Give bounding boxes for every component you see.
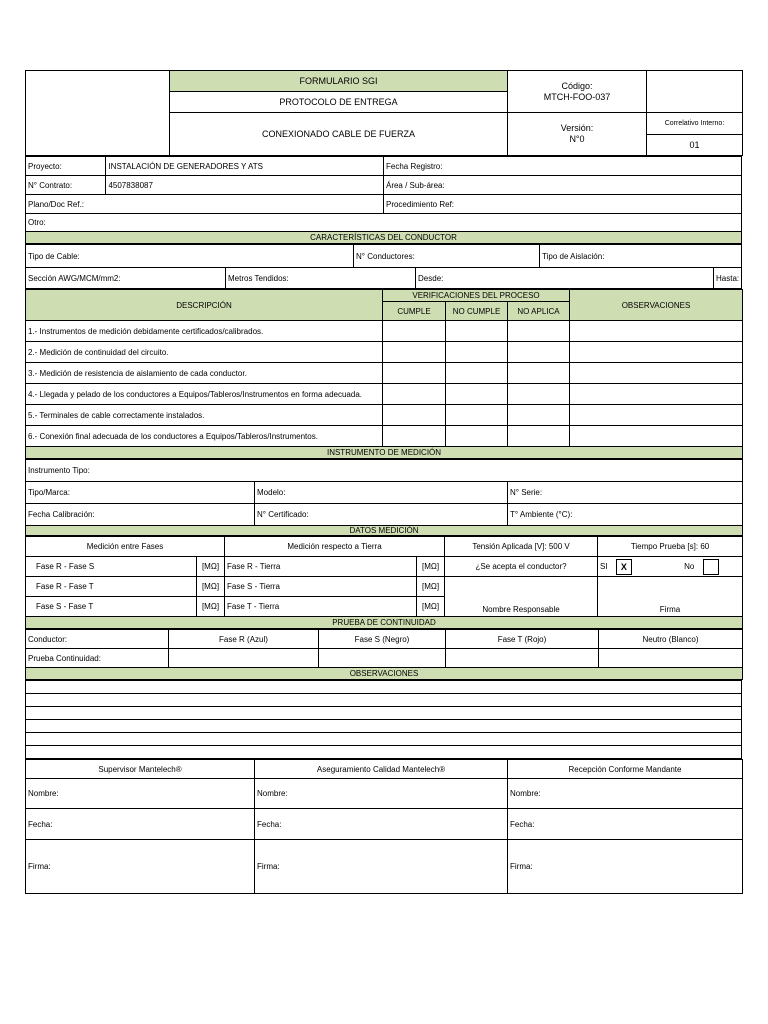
si-label: SI [600,561,608,571]
unit-label: [MΩ] [197,557,225,577]
no-cumple-cell[interactable] [446,426,508,447]
no-cumple-cell[interactable] [446,363,508,384]
observaciones-section-title: OBSERVACIONES [26,668,743,680]
observaciones-line[interactable] [26,746,742,759]
continuidad-r-cell[interactable] [169,649,319,668]
continuidad-section-title: PRUEBA DE CONTINUIDAD [26,617,743,629]
respecto-tierra-header: Medición respecto a Tierra [225,537,445,557]
conexionado-title: CONEXIONADO CABLE DE FUERZA [170,113,508,156]
tension-label: Tensión Aplicada [V]: 500 V [445,537,598,557]
signature-table [25,759,743,894]
no-checkbox[interactable] [703,559,719,575]
firma-field[interactable]: Firma: [26,840,255,894]
observaciones-line[interactable] [26,733,742,746]
desde-field[interactable]: Desde: [416,268,714,289]
unit-label: [MΩ] [417,597,445,617]
no-cumple-cell[interactable] [446,405,508,426]
codigo-value: MTCH-FOO-037 [543,91,611,102]
observaciones-line[interactable] [26,707,742,720]
no-aplica-cell[interactable] [508,321,570,342]
codigo-cell [508,71,647,113]
cumple-cell[interactable] [383,363,446,384]
firma-field[interactable]: Firma: [508,840,743,894]
acepta-label: ¿Se acepta el conductor? [445,557,598,577]
recepcion-header: Recepción Conforme Mandante [508,760,743,779]
check-item: 5.- Terminales de cable correctamente instalados. [26,405,383,426]
fase-t-tierra-label: Fase T - Tierra [225,597,417,617]
area-field[interactable]: Área / Sub-área: [383,176,741,195]
unit-label: [MΩ] [417,557,445,577]
proyecto-label: Proyecto: [26,157,106,176]
fecha-field[interactable]: Fecha: [255,809,508,840]
serie-field[interactable]: N° Serie: [508,482,743,504]
version-cell [508,113,647,156]
fase-s-tierra-label: Fase S - Tierra [225,577,417,597]
plano-field[interactable]: Plano/Doc Ref.: [26,195,384,214]
supervisor-header: Supervisor Mantelech® [26,760,255,779]
form-sgi-title: FORMULARIO SGI [170,71,508,92]
no-label: No [684,561,695,571]
instrumento-tipo-field[interactable]: Instrumento Tipo: [26,460,743,482]
seccion-field[interactable]: Sección AWG/MCM/mm2: [26,268,226,289]
responsable-label: Nombre Responsable [445,577,598,617]
header-table [25,70,743,156]
no-aplica-cell[interactable] [508,384,570,405]
neutro-header: Neutro (Blanco) [599,630,743,649]
no-cumple-header: NO CUMPLE [446,302,508,321]
check-item: 1.- Instrumentos de medición debidamente certificados/calibrados. [26,321,383,342]
ambiente-field[interactable]: T° Ambiente (°C): [508,504,743,526]
cumple-header: CUMPLE [383,302,446,321]
check-item: 2.- Medición de continuidad del circuito. [26,342,383,363]
conductor-table [25,244,742,289]
n-conductores-field[interactable]: N° Conductores: [354,245,540,268]
observaciones-line[interactable] [26,681,742,694]
fase-st-label: Fase S - Fase T [26,597,197,617]
medicion-table [25,536,743,629]
continuidad-n-cell[interactable] [599,649,743,668]
cumple-cell[interactable] [383,426,446,447]
obs-cell[interactable] [570,321,743,342]
project-table [25,156,742,244]
correlativo-label: Correlativo Interno: [647,113,743,135]
no-aplica-header: NO APLICA [508,302,570,321]
nombre-field[interactable]: Nombre: [26,779,255,809]
cumple-cell[interactable] [383,342,446,363]
procedimiento-field[interactable]: Procedimiento Ref: [383,195,741,214]
check-row [26,363,743,384]
check-item: 4.- Llegada y pelado de los conductores a Equipos/Tableros/Instrumentos en forma adecuada. [26,384,383,405]
checklist-table [25,289,743,459]
medicion-section-title: DATOS MEDICIÓN [26,526,743,536]
check-item: 3.- Medición de resistencia de aislamiento de cada conductor. [26,363,383,384]
si-checkbox[interactable]: X [616,559,632,575]
fecha-calibracion-field[interactable]: Fecha Calibración: [26,504,255,526]
fase-rt-label: Fase R - Fase T [26,577,197,597]
contrato-value: 4507838087 [106,176,384,195]
fase-rs-label: Fase R - Fase S [26,557,197,577]
fecha-registro-field[interactable]: Fecha Registro: [383,157,741,176]
codigo-empty [647,71,743,113]
fecha-field[interactable]: Fecha: [508,809,743,840]
version-value: N°0 [569,134,585,144]
unit-label: [MΩ] [197,577,225,597]
check-row [26,342,743,363]
instrumento-section-title: INSTRUMENTO DE MEDICIÓN [26,447,743,459]
fase-t-header: Fase T (Rojo) [446,630,599,649]
prueba-continuidad-label: Prueba Continuidad: [26,649,169,668]
verificaciones-header: VERIFICACIONES DEL PROCESO [383,290,570,302]
acepta-options [598,557,743,577]
logo-area [26,71,170,156]
metros-field[interactable]: Metros Tendidos: [226,268,416,289]
unit-label: [MΩ] [197,597,225,617]
entre-fases-header: Medición entre Fases [26,537,225,557]
fase-r-tierra-label: Fase R - Tierra [225,557,417,577]
no-cumple-cell[interactable] [446,342,508,363]
correlativo-value: 01 [647,135,743,156]
obs-cell[interactable] [570,342,743,363]
conductor-label: Conductor: [26,630,169,649]
obs-cell[interactable] [570,363,743,384]
check-item: 6.- Conexión final adecuada de los conductores a Equipos/Tableros/Instrumentos. [26,426,383,447]
observaciones-line[interactable] [26,694,742,707]
tiempo-label: Tiempo Prueba [s]: 60 [598,537,743,557]
otro-field[interactable]: Otro: [26,214,742,232]
tipo-aislacion-field[interactable]: Tipo de Aislación: [540,245,742,268]
no-aplica-cell[interactable] [508,426,570,447]
no-aplica-cell[interactable] [508,342,570,363]
nombre-field[interactable]: Nombre: [255,779,508,809]
descripcion-header: DESCRIPCIÓN [26,290,383,321]
continuidad-s-cell[interactable] [319,649,446,668]
obs-cell[interactable] [570,384,743,405]
conductor-section-title: CARACTERÍSTICAS DEL CONDUCTOR [26,232,742,244]
check-row [26,321,743,342]
fase-s-header: Fase S (Negro) [319,630,446,649]
observaciones-lines [25,680,742,759]
no-cumple-cell[interactable] [446,384,508,405]
observaciones-header: OBSERVACIONES [570,290,743,321]
firma-field[interactable]: Firma: [255,840,508,894]
protocol-form [25,70,742,894]
fecha-field[interactable]: Fecha: [26,809,255,840]
instrumento-table [25,459,743,536]
modelo-field[interactable]: Modelo: [255,482,508,504]
marca-field[interactable]: Tipo/Marca: [26,482,255,504]
observaciones-line[interactable] [26,720,742,733]
cumple-cell[interactable] [383,321,446,342]
no-cumple-cell[interactable] [446,321,508,342]
aseguramiento-header: Aseguramiento Calidad Mantelech® [255,760,508,779]
firma-label: Firma [598,577,743,617]
check-row [26,405,743,426]
codigo-label: Código: [561,80,593,91]
check-row [26,384,743,405]
cumple-cell[interactable] [383,405,446,426]
no-aplica-cell[interactable] [508,405,570,426]
continuidad-t-cell[interactable] [446,649,599,668]
unit-label: [MΩ] [417,577,445,597]
no-aplica-cell[interactable] [508,363,570,384]
check-row [26,426,743,447]
version-label: Versión: [560,123,594,133]
cumple-cell[interactable] [383,384,446,405]
hasta-field[interactable]: Hasta: [714,268,742,289]
protocolo-title: PROTOCOLO DE ENTREGA [170,92,508,113]
certificado-field[interactable]: N° Certificado: [255,504,508,526]
nombre-field[interactable]: Nombre: [508,779,743,809]
fase-r-header: Fase R (Azul) [169,630,319,649]
tipo-cable-field[interactable]: Tipo de Cable: [26,245,354,268]
obs-cell[interactable] [570,405,743,426]
proyecto-value: INSTALACIÓN DE GENERADORES Y ATS [106,157,384,176]
continuidad-table [25,629,743,680]
contrato-label: N° Contrato: [26,176,106,195]
obs-cell[interactable] [570,426,743,447]
